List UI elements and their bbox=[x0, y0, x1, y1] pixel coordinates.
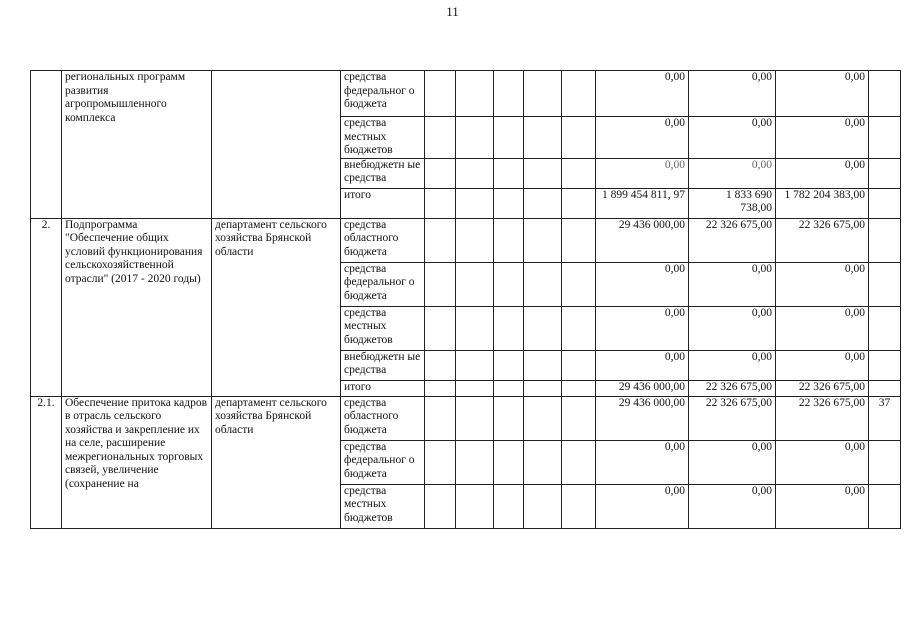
empty-cell bbox=[425, 380, 456, 396]
source-cell: средства федеральног о бюджета bbox=[341, 71, 425, 117]
value-2018-cell: 29 436 000,00 bbox=[596, 218, 689, 262]
empty-cell bbox=[425, 484, 456, 528]
empty-cell bbox=[456, 440, 494, 484]
value-2020-cell: 0,00 bbox=[776, 117, 869, 159]
empty-cell bbox=[562, 484, 596, 528]
indicator-cell bbox=[869, 188, 901, 218]
empty-cell bbox=[494, 380, 524, 396]
empty-cell bbox=[456, 306, 494, 350]
value-2018-cell: 0,00 bbox=[596, 262, 689, 306]
executor-cell: департамент сельского хозяйства Брянской области bbox=[212, 396, 341, 528]
value-2018-cell: 0,00 bbox=[596, 158, 689, 188]
empty-cell bbox=[562, 71, 596, 117]
indicator-cell bbox=[869, 440, 901, 484]
source-cell: итого bbox=[341, 188, 425, 218]
empty-cell bbox=[494, 306, 524, 350]
value-2019-cell: 0,00 bbox=[689, 440, 776, 484]
value-2018-cell: 0,00 bbox=[596, 306, 689, 350]
empty-cell bbox=[425, 350, 456, 380]
empty-cell bbox=[562, 188, 596, 218]
source-cell: средства местных бюджетов bbox=[341, 306, 425, 350]
name-cell: Подпрограмма "Обеспечение общих условий функционирования сельскохозяйственной отрасли" (2017 - 2020 годы) bbox=[62, 218, 212, 396]
empty-cell bbox=[456, 484, 494, 528]
empty-cell bbox=[456, 117, 494, 159]
empty-cell bbox=[494, 396, 524, 440]
value-2018-cell: 0,00 bbox=[596, 350, 689, 380]
indicator-cell bbox=[869, 306, 901, 350]
value-2018-cell: 29 436 000,00 bbox=[596, 396, 689, 440]
value-2019-cell: 22 326 675,00 bbox=[689, 396, 776, 440]
executor-cell: департамент сельского хозяйства Брянской области bbox=[212, 218, 341, 396]
empty-cell bbox=[494, 350, 524, 380]
empty-cell bbox=[456, 188, 494, 218]
indicator-cell bbox=[869, 484, 901, 528]
source-cell: средства областного бюджета bbox=[341, 396, 425, 440]
row-number-cell: 2.1. bbox=[31, 396, 62, 528]
value-2019-cell: 22 326 675,00 bbox=[689, 218, 776, 262]
source-cell: итого bbox=[341, 380, 425, 396]
indicator-cell: 37 bbox=[869, 396, 901, 440]
value-2019-cell: 0,00 bbox=[689, 158, 776, 188]
empty-cell bbox=[456, 158, 494, 188]
empty-cell bbox=[562, 218, 596, 262]
indicator-cell bbox=[869, 262, 901, 306]
empty-cell bbox=[562, 396, 596, 440]
value-2020-cell: 0,00 bbox=[776, 484, 869, 528]
value-2019-cell: 0,00 bbox=[689, 484, 776, 528]
row-number-cell: 2. bbox=[31, 218, 62, 396]
empty-cell bbox=[494, 262, 524, 306]
empty-cell bbox=[456, 218, 494, 262]
empty-cell bbox=[562, 380, 596, 396]
empty-cell bbox=[456, 380, 494, 396]
value-2019-cell: 0,00 bbox=[689, 350, 776, 380]
empty-cell bbox=[524, 71, 562, 117]
page-number: 11 bbox=[446, 4, 459, 19]
source-cell: средства федеральног о бюджета bbox=[341, 440, 425, 484]
empty-cell bbox=[524, 396, 562, 440]
value-2020-cell: 0,00 bbox=[776, 306, 869, 350]
empty-cell bbox=[425, 218, 456, 262]
table-row bbox=[31, 396, 901, 440]
empty-cell bbox=[456, 262, 494, 306]
empty-cell bbox=[425, 71, 456, 117]
empty-cell bbox=[425, 306, 456, 350]
empty-cell bbox=[562, 306, 596, 350]
empty-cell bbox=[425, 396, 456, 440]
value-2019-cell: 0,00 bbox=[689, 262, 776, 306]
empty-cell bbox=[562, 158, 596, 188]
source-cell: внебюджетн ые средства bbox=[341, 350, 425, 380]
value-2019-cell: 0,00 bbox=[689, 117, 776, 159]
executor-cell bbox=[212, 71, 341, 219]
empty-cell bbox=[456, 350, 494, 380]
indicator-cell bbox=[869, 158, 901, 188]
value-2019-cell: 0,00 bbox=[689, 306, 776, 350]
value-2020-cell: 0,00 bbox=[776, 71, 869, 117]
empty-cell bbox=[425, 158, 456, 188]
value-2020-cell: 22 326 675,00 bbox=[776, 218, 869, 262]
empty-cell bbox=[456, 396, 494, 440]
value-2020-cell: 0,00 bbox=[776, 440, 869, 484]
empty-cell bbox=[494, 117, 524, 159]
indicator-cell bbox=[869, 218, 901, 262]
name-cell: Обеспечение притока кадров в отрасль сельского хозяйства и закрепление их на селе, расширение межрегиональных торговых связей, увеличение (сохранение на bbox=[62, 396, 212, 528]
value-2020-cell: 22 326 675,00 bbox=[776, 380, 869, 396]
value-2018-cell: 1 899 454 811, 97 bbox=[596, 188, 689, 218]
value-2018-cell: 29 436 000,00 bbox=[596, 380, 689, 396]
value-2018-cell: 0,00 bbox=[596, 484, 689, 528]
empty-cell bbox=[562, 262, 596, 306]
empty-cell bbox=[524, 350, 562, 380]
empty-cell bbox=[425, 262, 456, 306]
source-cell: средства областного бюджета bbox=[341, 218, 425, 262]
empty-cell bbox=[562, 350, 596, 380]
empty-cell bbox=[494, 188, 524, 218]
value-2019-cell: 1 833 690 738,00 bbox=[689, 188, 776, 218]
value-2020-cell: 22 326 675,00 bbox=[776, 396, 869, 440]
empty-cell bbox=[562, 117, 596, 159]
source-cell: средства федеральног о бюджета bbox=[341, 262, 425, 306]
empty-cell bbox=[524, 158, 562, 188]
value-2020-cell: 0,00 bbox=[776, 158, 869, 188]
empty-cell bbox=[524, 117, 562, 159]
empty-cell bbox=[524, 484, 562, 528]
empty-cell bbox=[425, 188, 456, 218]
empty-cell bbox=[494, 440, 524, 484]
empty-cell bbox=[425, 440, 456, 484]
value-2020-cell: 0,00 bbox=[776, 262, 869, 306]
empty-cell bbox=[494, 71, 524, 117]
empty-cell bbox=[524, 306, 562, 350]
value-2019-cell: 0,00 bbox=[689, 71, 776, 117]
empty-cell bbox=[524, 380, 562, 396]
indicator-cell bbox=[869, 350, 901, 380]
empty-cell bbox=[456, 71, 494, 117]
indicator-cell bbox=[869, 117, 901, 159]
table-row bbox=[31, 71, 901, 117]
table-row bbox=[31, 218, 901, 262]
empty-cell bbox=[524, 440, 562, 484]
row-number-cell bbox=[31, 71, 62, 219]
empty-cell bbox=[562, 440, 596, 484]
indicator-cell bbox=[869, 71, 901, 117]
value-2019-cell: 22 326 675,00 bbox=[689, 380, 776, 396]
budget-table bbox=[30, 70, 901, 529]
empty-cell bbox=[524, 262, 562, 306]
empty-cell bbox=[494, 158, 524, 188]
empty-cell bbox=[494, 484, 524, 528]
indicator-cell bbox=[869, 380, 901, 396]
value-2018-cell: 0,00 bbox=[596, 117, 689, 159]
empty-cell bbox=[494, 218, 524, 262]
empty-cell bbox=[524, 218, 562, 262]
value-2020-cell: 1 782 204 383,00 bbox=[776, 188, 869, 218]
value-2018-cell: 0,00 bbox=[596, 71, 689, 117]
source-cell: внебюджетн ые средства bbox=[341, 158, 425, 188]
empty-cell bbox=[425, 117, 456, 159]
empty-cell bbox=[524, 188, 562, 218]
source-cell: средства местных бюджетов bbox=[341, 117, 425, 159]
value-2020-cell: 0,00 bbox=[776, 350, 869, 380]
value-2018-cell: 0,00 bbox=[596, 440, 689, 484]
name-cell: региональных программ развития агропромышленного комплекса bbox=[62, 71, 212, 219]
source-cell: средства местных бюджетов bbox=[341, 484, 425, 528]
